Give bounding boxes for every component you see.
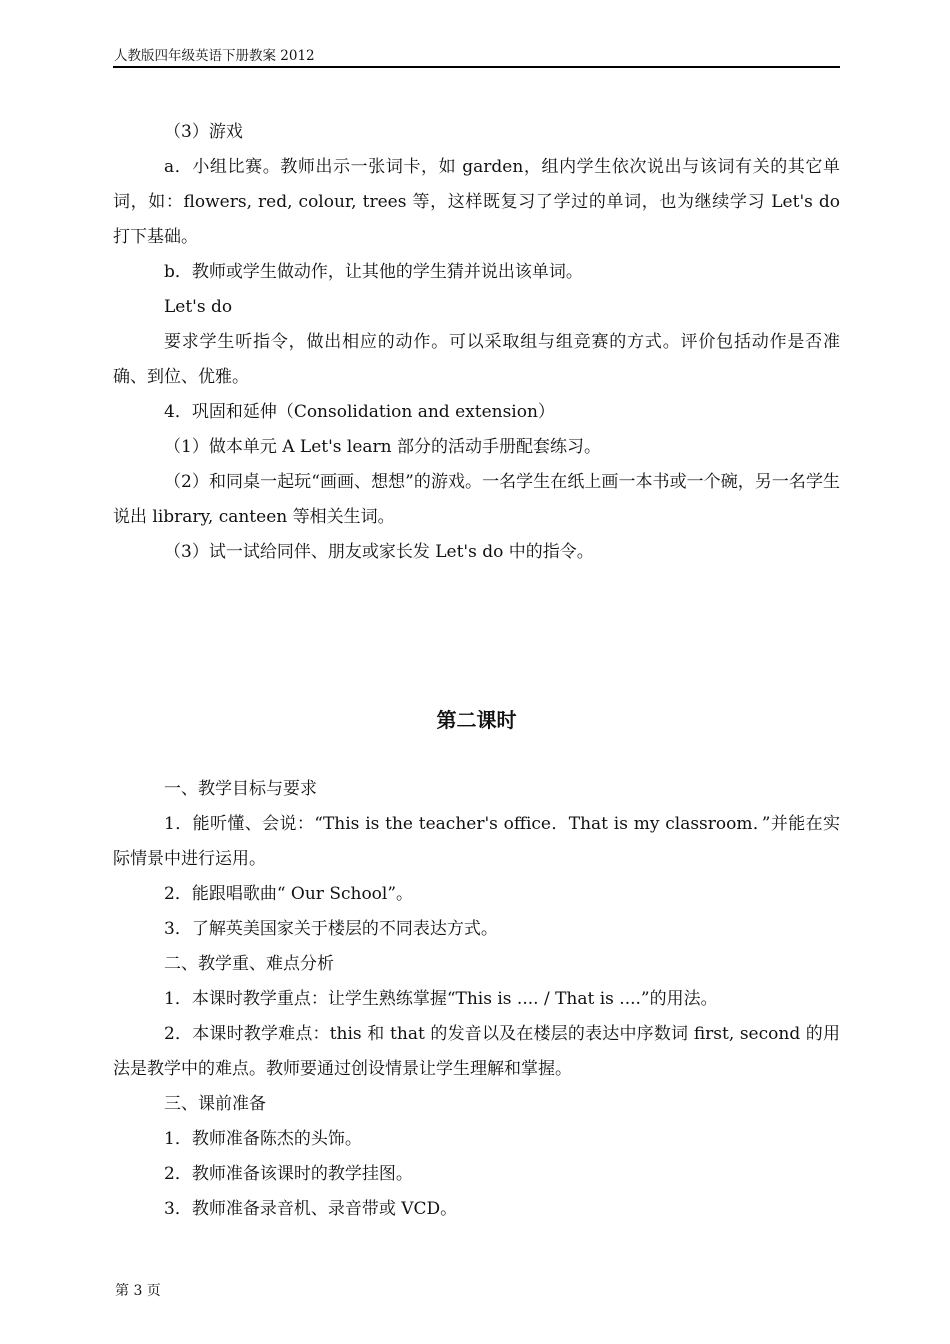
- paragraph: 2．教师准备该课时的教学挂图。: [164, 1164, 413, 1184]
- page-number: 第 3 页: [115, 1283, 161, 1299]
- document-body: [113, 115, 840, 1227]
- paragraph: 3．了解英美国家关于楼层的不同表达方式。: [164, 919, 498, 939]
- section-heading: 二、教学重、难点分析: [164, 954, 334, 974]
- paragraph: 1．教师准备陈杰的头饰。: [164, 1129, 362, 1149]
- paragraph: （3）试一试给同伴、朋友或家长发 Let's do 中的指令。: [164, 542, 594, 562]
- paragraph: （2）和同桌一起玩“画画、想想”的游戏。一名学生在纸上画一本书或一个碗，另一名学生说出 library, canteen 等相关生词。: [113, 472, 840, 527]
- paragraph: b．教师或学生做动作，让其他的学生猜并说出该单词。: [164, 262, 583, 282]
- paragraph: 2．能跟唱歌曲“ Our School”。: [164, 884, 414, 904]
- paragraph: 4．巩固和延伸（Consolidation and extension）: [164, 402, 555, 422]
- spacer: [113, 570, 840, 703]
- paragraph: 1．能听懂、会说：“This is the teacher's office．That is my classroom．”并能在实际情景中进行运用。: [113, 814, 840, 869]
- paragraph: 要求学生听指令，做出相应的动作。可以采取组与组竞赛的方式。评价包括动作是否准确、到位、优雅。: [113, 332, 840, 387]
- paragraph: a．小组比赛。教师出示一张词卡，如 garden，组内学生依次说出与该词有关的其它单词，如：flowers, red, colour, trees 等，这样既复习了学过的单词，也为继续学习 Let's do 打下基础。: [113, 157, 840, 247]
- spacer: [113, 738, 840, 772]
- header-text: 人教版四年级英语下册教案 2012: [114, 48, 315, 64]
- paragraph: 3．教师准备录音机、录音带或 VCD。: [164, 1199, 458, 1219]
- paragraph: 2．本课时教学难点：this 和 that 的发音以及在楼层的表达中序数词 first, second 的用法是教学中的难点。教师要通过创设情景让学生理解和掌握。: [113, 1024, 840, 1079]
- paragraph: Let's do: [164, 297, 233, 317]
- section-heading: 三、课前准备: [164, 1094, 266, 1114]
- paragraph: 1．本课时教学重点：让学生熟练掌握“This is .... / That is ....”的用法。: [164, 989, 718, 1009]
- paragraph: （3）游戏: [164, 122, 243, 142]
- paragraph: （1）做本单元 A Let's learn 部分的活动手册配套练习。: [164, 437, 601, 457]
- section-heading: 一、教学目标与要求: [164, 779, 317, 799]
- section-title: 第二课时: [436, 708, 517, 732]
- page-header: [113, 48, 840, 68]
